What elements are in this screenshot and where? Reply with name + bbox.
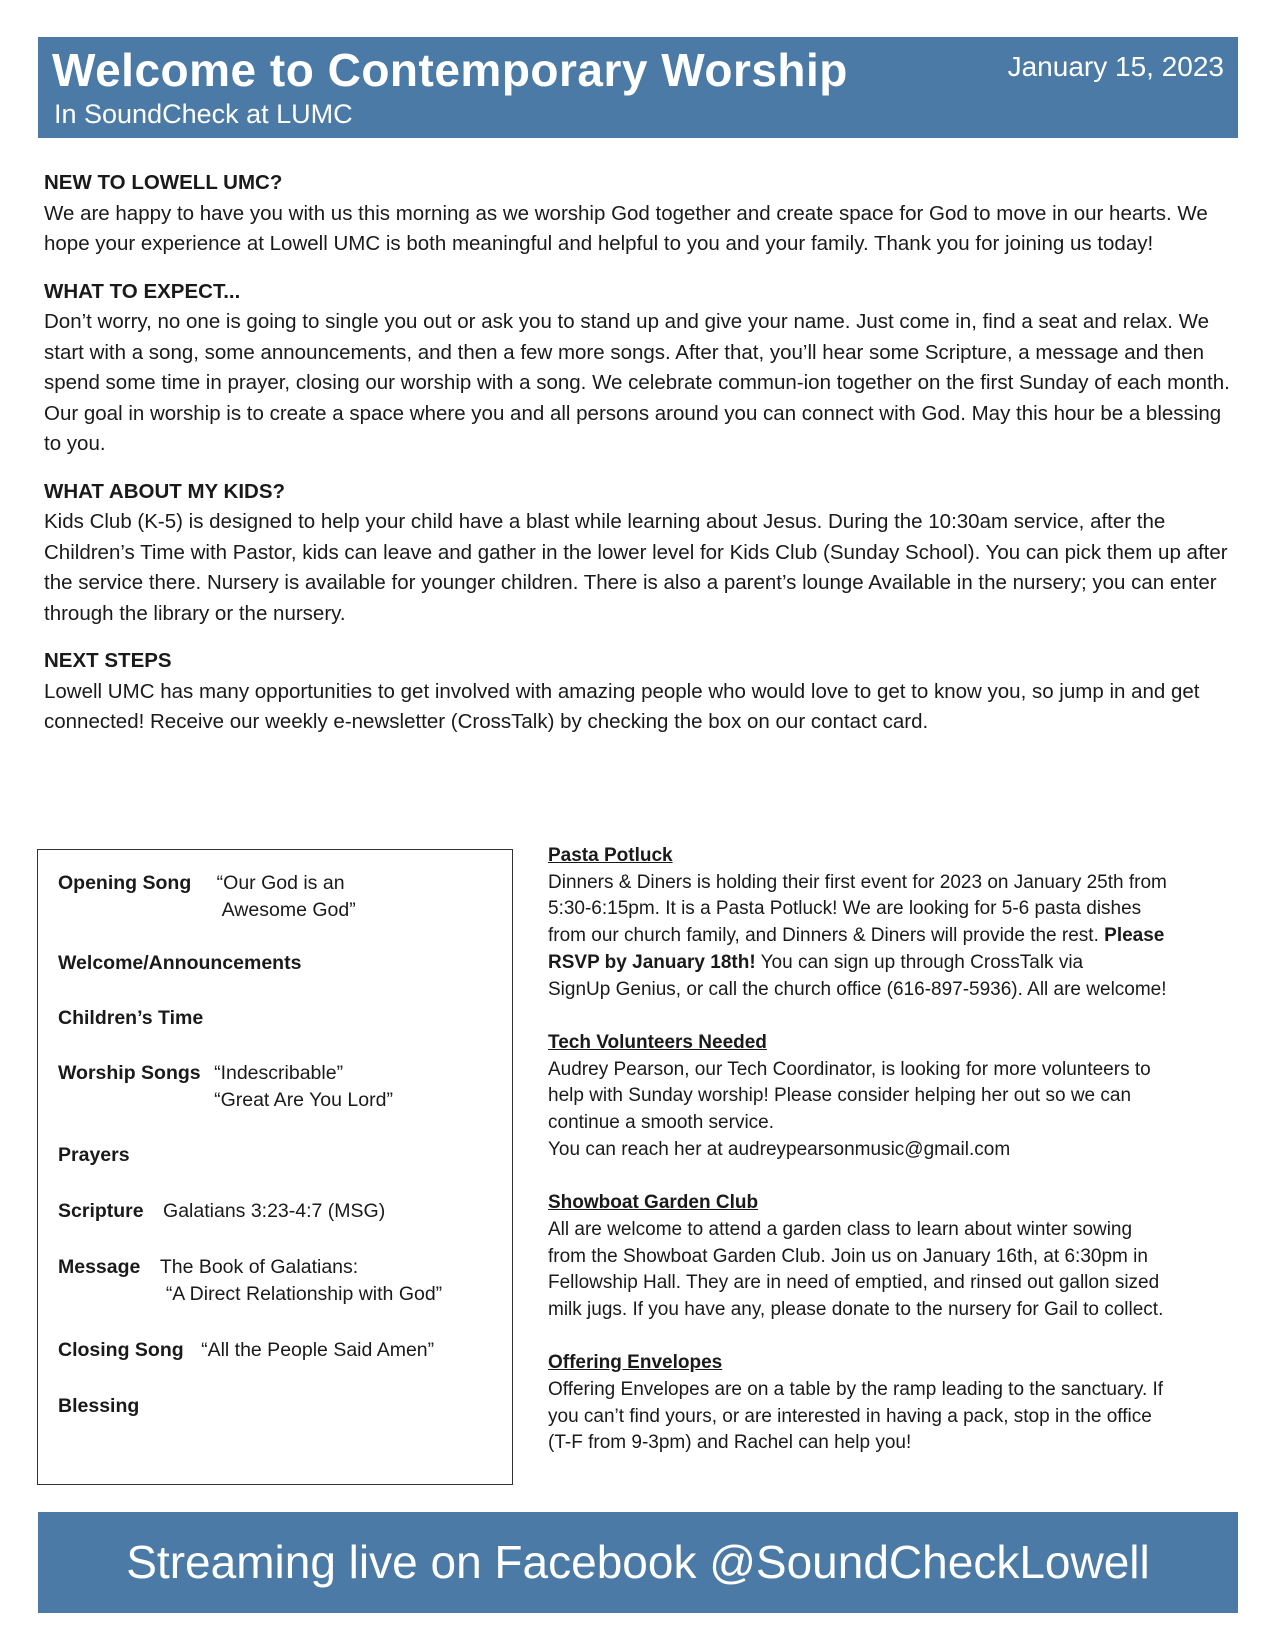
worship-song-1: “Indescribable” xyxy=(214,1062,344,1084)
announcement-emphasis: RSVP by January 18th! xyxy=(548,951,756,973)
announcement-line: Dinners & Diners is holding their first event for 2023 on January 25th from xyxy=(548,871,1167,893)
announcement-text: You can sign up through CrossTalk via xyxy=(760,951,1084,973)
opening-song-title-line2: Awesome God” xyxy=(221,899,356,921)
announcement-pasta-potluck xyxy=(548,843,1238,1003)
section-what-to-expect xyxy=(44,277,1234,460)
order-worship-songs xyxy=(58,1060,393,1114)
order-detail xyxy=(160,1254,442,1308)
section-heading: NEXT STEPS xyxy=(44,649,172,672)
scripture-reference: Galatians 3:23-4:7 (MSG) xyxy=(163,1200,386,1222)
page-title: Welcome to Contemporary Worship xyxy=(52,44,848,96)
announcement-tech-volunteers xyxy=(548,1030,1238,1164)
section-kids xyxy=(44,477,1234,630)
section-next-steps xyxy=(44,646,1234,738)
order-of-worship-box xyxy=(37,849,513,1485)
section-new-to-lowell xyxy=(44,168,1234,260)
message-title-line2: “A Direct Relationship with God” xyxy=(165,1283,443,1305)
closing-song-title: “All the People Said Amen” xyxy=(201,1339,435,1361)
announcement-title: Showboat Garden Club xyxy=(548,1192,759,1214)
intro-sections xyxy=(44,168,1234,755)
announcement-line: Audrey Pearson, our Tech Coordinator, is looking for more volunteers to xyxy=(548,1058,1151,1080)
order-prayers xyxy=(58,1142,130,1169)
message-title-line1: The Book of Galatians: xyxy=(159,1256,359,1278)
section-heading: WHAT TO EXPECT... xyxy=(44,279,241,303)
order-label: Worship Songs xyxy=(58,1062,201,1084)
order-label: Message xyxy=(58,1256,141,1278)
order-closing-song xyxy=(58,1337,434,1364)
order-label: Scripture xyxy=(58,1200,144,1222)
order-label: Opening Song xyxy=(58,872,192,894)
announcement-line xyxy=(548,950,1238,977)
section-heading: WHAT ABOUT MY KIDS? xyxy=(44,479,286,503)
announcement-title: Tech Volunteers Needed xyxy=(548,1031,767,1053)
order-detail xyxy=(217,870,356,924)
announcement-line: All are welcome to attend a garden class to learn about winter sowing xyxy=(548,1218,1133,1240)
order-label: Children’s Time xyxy=(58,1007,204,1029)
announcement-line: continue a smooth service. xyxy=(548,1112,775,1134)
announcement-line: milk jugs. If you have any, please donate to the nursery for Gail to collect. xyxy=(548,1298,1164,1320)
opening-song-title-line1: “Our God is an xyxy=(216,872,345,894)
order-label: Welcome/Announcements xyxy=(58,952,302,974)
announcements xyxy=(548,843,1238,1484)
announcement-emphasis: Please xyxy=(1104,925,1165,947)
page-subtitle: In SoundCheck at LUMC xyxy=(54,99,353,129)
section-heading: NEW TO LOWELL UMC? xyxy=(44,171,283,194)
announcement-title: Offering Envelopes xyxy=(548,1352,723,1374)
footer-banner xyxy=(38,1512,1238,1613)
announcement-line: help with Sunday worship! Please consider helping her out so we can xyxy=(548,1085,1132,1107)
order-label: Closing Song xyxy=(58,1339,184,1361)
announcement-line: you can’t find yours, or are interested in having a pack, stop in the office xyxy=(548,1405,1152,1427)
order-welcome xyxy=(58,950,301,977)
order-blessing xyxy=(58,1393,139,1420)
announcement-title: Pasta Potluck xyxy=(548,845,673,866)
announcement-garden-club xyxy=(548,1190,1238,1324)
streaming-notice: Streaming live on Facebook @SoundCheckLowell xyxy=(126,1536,1150,1588)
order-opening-song xyxy=(58,870,356,924)
announcement-text: from our church family, and Dinners & Diners will provide the rest. xyxy=(548,925,1099,947)
order-childrens-time xyxy=(58,1005,203,1032)
announcement-line: from the Showboat Garden Club. Join us on January 16th, at 6:30pm in xyxy=(548,1245,1148,1267)
announcement-line: Offering Envelopes are on a table by the ramp leading to the sanctuary. If xyxy=(548,1379,1164,1401)
service-date: January 15, 2023 xyxy=(1007,51,1224,82)
section-body: Don’t worry, no one is going to single you out or ask you to stand up and give your name. Just come in, find a seat and relax. We start with a song, some announcements, and then a few more songs. After that, you’ll hear some Scripture, a message and then spend some time in prayer, closing our worship with a song. We celebrate commun-ion together on the first Sunday of each month. Our goal in worship is to create a space where you and all persons around you can connect with God. May this hour be a blessing to you. xyxy=(44,310,1230,455)
order-message xyxy=(58,1254,442,1308)
order-label: Prayers xyxy=(58,1144,130,1166)
order-detail xyxy=(214,1060,393,1114)
announcement-offering-envelopes xyxy=(548,1350,1238,1457)
announcement-line: You can reach her at audreypearsonmusic@gmail.com xyxy=(548,1138,1011,1160)
worship-song-2: “Great Are You Lord” xyxy=(214,1089,393,1111)
announcement-line: 5:30-6:15pm. It is a Pasta Potluck! We are looking for 5-6 pasta dishes xyxy=(548,898,1142,920)
order-scripture xyxy=(58,1198,385,1225)
section-body: Lowell UMC has many opportunities to get involved with amazing people who would love to get to know you, so jump in and get connected! Receive our weekly e-newsletter (CrossTalk) by checking the box on our contact card. xyxy=(44,679,1200,733)
announcement-line xyxy=(548,923,1238,950)
announcement-line: SignUp Genius, or call the church office (616-897-5936). All are welcome! xyxy=(548,978,1167,1000)
section-body: We are happy to have you with us this morning as we worship God together and create space for God to move in our hearts. We hope your experience at Lowell UMC is both meaningful and helpful to you and your family. Thank you for joining us today! xyxy=(44,201,1208,255)
section-body: Kids Club (K-5) is designed to help your child have a blast while learning about Jesus. During the 10:30am service, after the Children’s Time with Pastor, kids can leave and gather in the lower level for Kids Club (Sunday School). You can pick them up after the service there. Nursery is available for younger children. There is also a parent’s lounge Available in the nursery; you can enter through the library or the nursery. xyxy=(44,510,1228,625)
announcement-line: (T-F from 9-3pm) and Rachel can help you! xyxy=(548,1432,912,1454)
header-banner xyxy=(38,37,1238,138)
announcement-line: Fellowship Hall. They are in need of emptied, and rinsed out gallon sized xyxy=(548,1272,1160,1294)
order-label: Blessing xyxy=(58,1395,140,1417)
